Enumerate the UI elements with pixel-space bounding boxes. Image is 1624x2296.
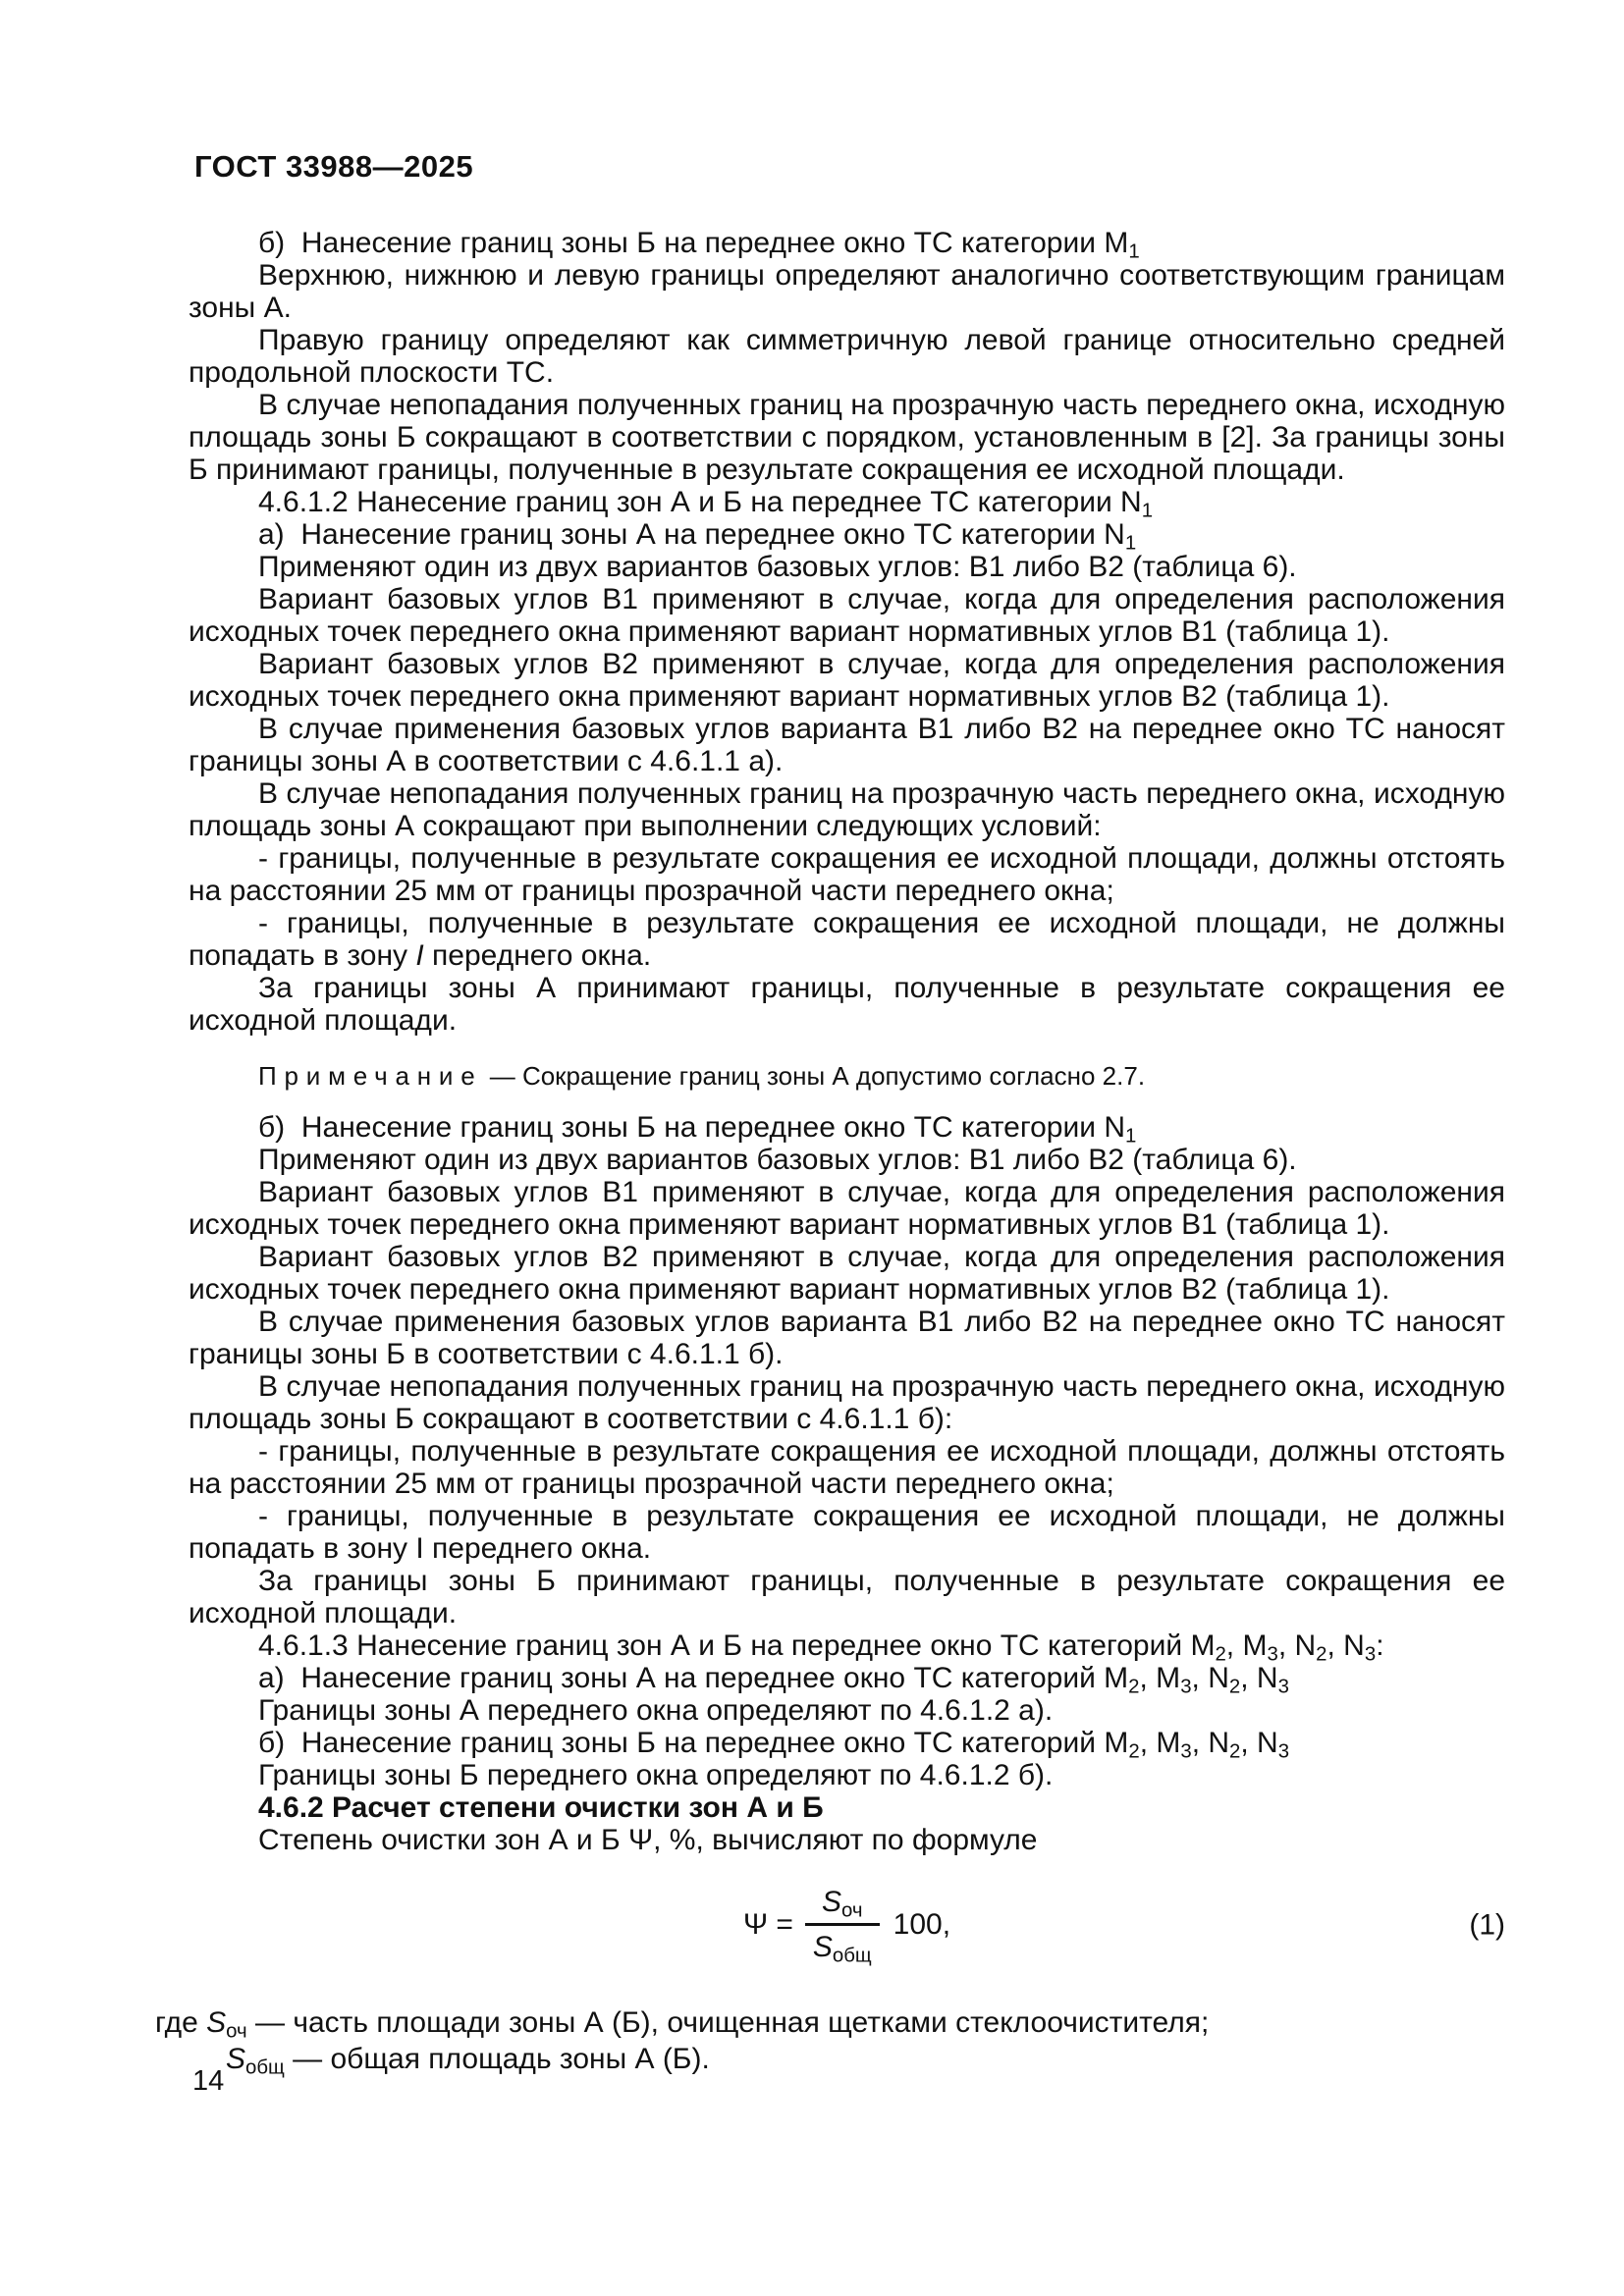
paragraph: а) Нанесение границ зоны А на переднее окно ТС категории $N_1$: [258, 518, 1137, 555]
paragraph: Границы зоны Б переднего окна определяют по 4.6.1.2 б).: [258, 1759, 1054, 1791]
note-label: Примечание: [258, 1061, 483, 1091]
paragraph: За границы зоны А принимают границы, полученные в результате сокращения ее исходной площади.: [189, 972, 1505, 1037]
paragraph: Вариант базовых углов В1 применяют в случае, когда для определения расположения исходных точек переднего окна применяют вариант нормативных углов В1 (таблица 1).: [189, 583, 1505, 648]
subscript: 3: [1364, 1643, 1377, 1666]
italic-term: I: [415, 939, 424, 972]
paragraph: а) Нанесение границ зоны А на переднее окно ТС категорий $М_2$, $М_3$, $N_2$, $N_3$: [258, 1662, 1289, 1698]
page-number: 14: [192, 2065, 225, 2097]
subscript: 2: [1128, 1740, 1140, 1763]
paragraph: б) Нанесение границ зоны Б на переднее окно ТС категорий $М_2$, $М_3$, $N_2$, $N_3$: [258, 1727, 1290, 1763]
formula-lhs: Ψ =: [742, 1908, 793, 1941]
subscript: 2: [1316, 1643, 1327, 1666]
paragraph: Применяют один из двух вариантов базовых углов: В1 либо В2 (таблица 6).: [258, 551, 1297, 583]
subscript: 3: [1277, 1676, 1289, 1698]
subscript-obsch: общ: [832, 1945, 872, 1967]
paragraph: - границы, полученные в результате сокращения ее исходной площади, не должны попадать в зону I переднего окна.: [189, 1500, 1505, 1565]
paragraphs: [189, 227, 1505, 1856]
note-paragraph: Примечание — Сокращение границ зоны А допустимо согласно 2.7.: [258, 1061, 1146, 1091]
subscript: 1: [1125, 1125, 1137, 1148]
paragraph: В случае непопадания полученных границ на прозрачную часть переднего окна, исходную площадь зоны А сокращают при выполнении следующих условий:: [189, 777, 1505, 842]
paragraph: Верхнюю, нижнюю и левую границы определяют аналогично соответствующим границам зоны А.: [189, 259, 1505, 324]
paragraph: За границы зоны Б принимают границы, полученные в результате сокращения ее исходной площади.: [189, 1565, 1505, 1629]
paragraph: - границы, полученные в результате сокращения ее исходной площади, должны отстоять на расстоянии 25 мм от границы прозрачной части переднего окна;: [189, 842, 1505, 907]
formula-definitions: [155, 2004, 1505, 2077]
subscript: 3: [1180, 1676, 1192, 1698]
paragraph: - границы, полученные в результате сокращения ее исходной площади, должны отстоять на расстоянии 25 мм от границы прозрачной части переднего окна;: [189, 1435, 1505, 1500]
subscript: 2: [1228, 1676, 1241, 1698]
subscript-och: оч: [841, 1899, 863, 1922]
section-heading: 4.6.2 Расчет степени очистки зон А и Б: [258, 1791, 824, 1824]
subscript: 2: [1128, 1676, 1140, 1698]
symbol-s-och: S: [822, 1886, 842, 1918]
formula-factor: 100,: [893, 1908, 951, 1941]
paragraph: В случае применения базовых углов варианта В1 либо В2 на переднее окно ТС наносят границы зоны Б в соответствии с 4.6.1.1 б).: [189, 1306, 1505, 1370]
formula-definition: $S_{общ}$ — общая площадь зоны А (Б).: [226, 2043, 710, 2079]
page-content: [155, 227, 1505, 2079]
paragraph: Вариант базовых углов В2 применяют в случае, когда для определения расположения исходных точек переднего окна применяют вариант нормативных углов В2 (таблица 1).: [189, 648, 1505, 713]
subscript: 2: [1229, 1740, 1241, 1763]
paragraph: В случае непопадания полученных границ на прозрачную часть переднего окна, исходную площадь зоны Б сокращают в соответствии с порядком, установленным в [2]. За границы зоны Б принимают границы, полученные в результате сокращения ее исходной площади.: [189, 389, 1505, 486]
paragraph: Степень очистки зон А и Б Ψ, %, вычисляют по формуле: [258, 1824, 1038, 1856]
definition-symbol: S: [226, 2043, 246, 2075]
formula-definition: где $S_{оч}$ — часть площади зоны А (Б), очищенная щетками стеклоочистителя;: [155, 2006, 1210, 2043]
paragraph: В случае применения базовых углов варианта В1 либо В2 на переднее окно ТС наносят границы зоны А в соответствии с 4.6.1.1 а).: [189, 713, 1505, 777]
subscript: 1: [1124, 532, 1137, 555]
paragraph: Вариант базовых углов В2 применяют в случае, когда для определения расположения исходных точек переднего окна применяют вариант нормативных углов В2 (таблица 1).: [189, 1241, 1505, 1306]
subscript: 1: [1141, 500, 1154, 522]
document-header: ГОСТ 33988—2025: [194, 149, 474, 184]
paragraph: 4.6.1.2 Нанесение границ зон А и Б на переднее ТС категории $N_1$: [258, 486, 1154, 522]
subscript: 2: [1215, 1643, 1226, 1666]
paragraph: Вариант базовых углов В1 применяют в случае, когда для определения расположения исходных точек переднего окна применяют вариант нормативных углов В1 (таблица 1).: [189, 1176, 1505, 1241]
formula-denominator: [805, 1923, 880, 1967]
subscript: 3: [1180, 1740, 1192, 1763]
subscript: общ: [245, 2056, 285, 2079]
paragraph: В случае непопадания полученных границ на прозрачную часть переднего окна, исходную площадь зоны Б сокращают в соответствии с 4.6.1.1 б):: [189, 1370, 1505, 1435]
paragraph: Применяют один из двух вариантов базовых углов: В1 либо В2 (таблица 6).: [258, 1144, 1297, 1176]
formula-expression: [742, 1886, 951, 1967]
subscript: 3: [1277, 1740, 1290, 1763]
paragraph: Границы зоны А переднего окна определяют по 4.6.1.2 а).: [258, 1694, 1054, 1727]
definition-symbol: S: [206, 2006, 227, 2039]
paragraph: б) Нанесение границ зоны Б на переднее окно ТС категории $N_1$: [258, 1111, 1137, 1148]
paragraph: - границы, полученные в результате сокращения ее исходной площади, не должны попадать в зону I переднего окна.: [189, 907, 1505, 972]
formula-fraction: [805, 1886, 880, 1967]
paragraph: Правую границу определяют как симметричную левой границе относительно средней продольной плоскости ТС.: [189, 324, 1505, 389]
formula-number: (1): [1469, 1908, 1505, 1941]
subscript: 1: [1128, 240, 1140, 263]
formula-1: [189, 1886, 1505, 1967]
subscript: 3: [1267, 1643, 1278, 1666]
symbol-s-obsch: S: [812, 1931, 833, 1963]
paragraph: б) Нанесение границ зоны Б на переднее окно ТС категории $М_1$: [258, 227, 1140, 263]
subscript: оч: [226, 2020, 247, 2043]
formula-numerator: [805, 1886, 880, 1923]
paragraph: 4.6.1.3 Нанесение границ зон А и Б на переднее окно ТС категорий $М_2$, $М_3$, $N_2$, $N_3$:: [258, 1629, 1384, 1666]
